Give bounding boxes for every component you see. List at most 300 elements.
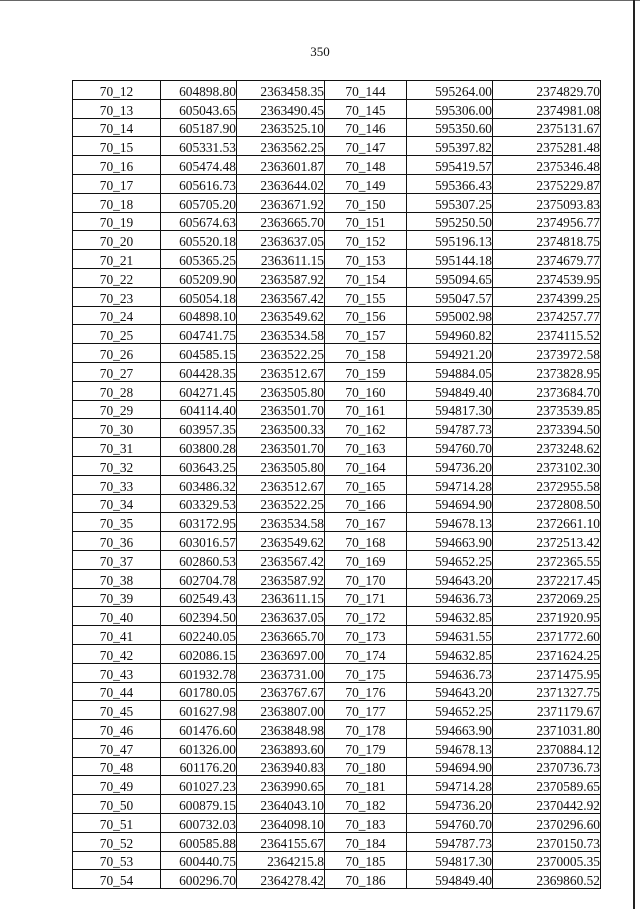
x-coord-left-cell: 600732.03 <box>161 814 237 833</box>
point-id-right-cell: 70_173 <box>325 626 407 645</box>
table-row <box>73 231 601 250</box>
x-coord-left-cell: 602086.15 <box>161 644 237 663</box>
point-id-right-cell: 70_154 <box>325 268 407 287</box>
point-id-right-cell: 70_184 <box>325 832 407 851</box>
x-coord-left-cell: 605365.25 <box>161 250 237 269</box>
x-coord-right-cell: 594678.13 <box>407 738 493 757</box>
y-coord-right-cell: 2370736.73 <box>493 757 601 776</box>
y-coord-right-cell: 2371327.75 <box>493 682 601 701</box>
table-row <box>73 419 601 438</box>
table-row <box>73 870 601 889</box>
table-row <box>73 306 601 325</box>
y-coord-right-cell: 2374399.25 <box>493 287 601 306</box>
table-row <box>73 381 601 400</box>
y-coord-left-cell: 2363490.45 <box>237 99 325 118</box>
x-coord-left-cell: 602394.50 <box>161 607 237 626</box>
table-row <box>73 701 601 720</box>
x-coord-right-cell: 595366.43 <box>407 174 493 193</box>
y-coord-left-cell: 2363522.25 <box>237 344 325 363</box>
x-coord-left-cell: 602549.43 <box>161 588 237 607</box>
y-coord-right-cell: 2371772.60 <box>493 626 601 645</box>
point-id-right-cell: 70_149 <box>325 174 407 193</box>
point-id-left-cell: 70_53 <box>73 851 161 870</box>
y-coord-left-cell: 2363665.70 <box>237 212 325 231</box>
table-row <box>73 832 601 851</box>
y-coord-left-cell: 2363512.67 <box>237 362 325 381</box>
y-coord-right-cell: 2373248.62 <box>493 438 601 457</box>
table-row <box>73 795 601 814</box>
table-row <box>73 494 601 513</box>
table-row <box>73 99 601 118</box>
y-coord-left-cell: 2363601.87 <box>237 156 325 175</box>
point-id-left-cell: 70_19 <box>73 212 161 231</box>
y-coord-left-cell: 2363567.42 <box>237 550 325 569</box>
point-id-right-cell: 70_145 <box>325 99 407 118</box>
table-row <box>73 776 601 795</box>
table-row <box>73 400 601 419</box>
y-coord-left-cell: 2363525.10 <box>237 118 325 137</box>
point-id-left-cell: 70_15 <box>73 137 161 156</box>
y-coord-left-cell: 2363731.00 <box>237 663 325 682</box>
y-coord-left-cell: 2363505.80 <box>237 381 325 400</box>
y-coord-left-cell: 2363893.60 <box>237 738 325 757</box>
x-coord-left-cell: 602240.05 <box>161 626 237 645</box>
x-coord-right-cell: 595306.00 <box>407 99 493 118</box>
table-row <box>73 268 601 287</box>
point-id-right-cell: 70_163 <box>325 438 407 457</box>
y-coord-left-cell: 2363549.62 <box>237 306 325 325</box>
point-id-right-cell: 70_164 <box>325 456 407 475</box>
point-id-left-cell: 70_36 <box>73 532 161 551</box>
y-coord-right-cell: 2374981.08 <box>493 99 601 118</box>
point-id-right-cell: 70_179 <box>325 738 407 757</box>
table-row <box>73 532 601 551</box>
x-coord-right-cell: 595307.25 <box>407 193 493 212</box>
y-coord-right-cell: 2374679.77 <box>493 250 601 269</box>
point-id-right-cell: 70_152 <box>325 231 407 250</box>
point-id-left-cell: 70_16 <box>73 156 161 175</box>
y-coord-right-cell: 2375093.83 <box>493 193 601 212</box>
x-coord-right-cell: 594817.30 <box>407 851 493 870</box>
point-id-left-cell: 70_38 <box>73 569 161 588</box>
table-row <box>73 607 601 626</box>
point-id-right-cell: 70_185 <box>325 851 407 870</box>
point-id-right-cell: 70_160 <box>325 381 407 400</box>
y-coord-right-cell: 2373102.30 <box>493 456 601 475</box>
x-coord-left-cell: 601932.78 <box>161 663 237 682</box>
point-id-left-cell: 70_34 <box>73 494 161 513</box>
x-coord-left-cell: 603643.25 <box>161 456 237 475</box>
x-coord-left-cell: 605705.20 <box>161 193 237 212</box>
point-id-left-cell: 70_48 <box>73 757 161 776</box>
table-row <box>73 250 601 269</box>
y-coord-right-cell: 2374818.75 <box>493 231 601 250</box>
x-coord-right-cell: 595002.98 <box>407 306 493 325</box>
table-body <box>73 81 601 889</box>
x-coord-left-cell: 601627.98 <box>161 701 237 720</box>
point-id-left-cell: 70_45 <box>73 701 161 720</box>
y-coord-right-cell: 2375346.48 <box>493 156 601 175</box>
coordinates-table <box>72 80 601 889</box>
y-coord-right-cell: 2370296.60 <box>493 814 601 833</box>
x-coord-right-cell: 594760.70 <box>407 438 493 457</box>
y-coord-left-cell: 2363587.92 <box>237 268 325 287</box>
y-coord-right-cell: 2370005.35 <box>493 851 601 870</box>
table-row <box>73 644 601 663</box>
x-coord-right-cell: 594652.25 <box>407 550 493 569</box>
point-id-right-cell: 70_157 <box>325 325 407 344</box>
table-row <box>73 682 601 701</box>
x-coord-left-cell: 605209.90 <box>161 268 237 287</box>
y-coord-left-cell: 2363534.58 <box>237 513 325 532</box>
point-id-left-cell: 70_28 <box>73 381 161 400</box>
point-id-left-cell: 70_30 <box>73 419 161 438</box>
point-id-left-cell: 70_42 <box>73 644 161 663</box>
table-row <box>73 550 601 569</box>
y-coord-left-cell: 2363567.42 <box>237 287 325 306</box>
x-coord-right-cell: 594643.20 <box>407 569 493 588</box>
y-coord-right-cell: 2374539.95 <box>493 268 601 287</box>
y-coord-right-cell: 2375281.48 <box>493 137 601 156</box>
table-row <box>73 81 601 100</box>
y-coord-left-cell: 2364098.10 <box>237 814 325 833</box>
x-coord-left-cell: 604585.15 <box>161 344 237 363</box>
point-id-left-cell: 70_31 <box>73 438 161 457</box>
y-coord-left-cell: 2363665.70 <box>237 626 325 645</box>
y-coord-left-cell: 2364278.42 <box>237 870 325 889</box>
x-coord-left-cell: 605043.65 <box>161 99 237 118</box>
x-coord-left-cell: 605331.53 <box>161 137 237 156</box>
y-coord-right-cell: 2375131.67 <box>493 118 601 137</box>
x-coord-left-cell: 604741.75 <box>161 325 237 344</box>
x-coord-right-cell: 594849.40 <box>407 870 493 889</box>
x-coord-left-cell: 602860.53 <box>161 550 237 569</box>
x-coord-left-cell: 601780.05 <box>161 682 237 701</box>
x-coord-right-cell: 594663.90 <box>407 720 493 739</box>
x-coord-left-cell: 605474.48 <box>161 156 237 175</box>
table-row <box>73 174 601 193</box>
point-id-right-cell: 70_146 <box>325 118 407 137</box>
y-coord-right-cell: 2371624.25 <box>493 644 601 663</box>
table-row <box>73 720 601 739</box>
y-coord-right-cell: 2370884.12 <box>493 738 601 757</box>
y-coord-right-cell: 2370150.73 <box>493 832 601 851</box>
y-coord-left-cell: 2363562.25 <box>237 137 325 156</box>
x-coord-right-cell: 594636.73 <box>407 663 493 682</box>
x-coord-left-cell: 601176.20 <box>161 757 237 776</box>
point-id-left-cell: 70_17 <box>73 174 161 193</box>
point-id-right-cell: 70_176 <box>325 682 407 701</box>
table-row <box>73 438 601 457</box>
y-coord-left-cell: 2363697.00 <box>237 644 325 663</box>
x-coord-left-cell: 603016.57 <box>161 532 237 551</box>
point-id-left-cell: 70_33 <box>73 475 161 494</box>
point-id-right-cell: 70_162 <box>325 419 407 438</box>
x-coord-left-cell: 601326.00 <box>161 738 237 757</box>
table-row <box>73 814 601 833</box>
table-row <box>73 137 601 156</box>
y-coord-left-cell: 2363644.02 <box>237 174 325 193</box>
x-coord-left-cell: 600585.88 <box>161 832 237 851</box>
y-coord-left-cell: 2363549.62 <box>237 532 325 551</box>
x-coord-left-cell: 603172.95 <box>161 513 237 532</box>
x-coord-left-cell: 604114.40 <box>161 400 237 419</box>
point-id-left-cell: 70_21 <box>73 250 161 269</box>
x-coord-right-cell: 595094.65 <box>407 268 493 287</box>
y-coord-right-cell: 2371031.80 <box>493 720 601 739</box>
y-coord-right-cell: 2372808.50 <box>493 494 601 513</box>
point-id-left-cell: 70_43 <box>73 663 161 682</box>
x-coord-right-cell: 595264.00 <box>407 81 493 100</box>
x-coord-right-cell: 595144.18 <box>407 250 493 269</box>
point-id-right-cell: 70_169 <box>325 550 407 569</box>
point-id-right-cell: 70_144 <box>325 81 407 100</box>
table-row <box>73 757 601 776</box>
point-id-left-cell: 70_18 <box>73 193 161 212</box>
point-id-left-cell: 70_13 <box>73 99 161 118</box>
table-row <box>73 588 601 607</box>
x-coord-right-cell: 595419.57 <box>407 156 493 175</box>
y-coord-right-cell: 2370442.92 <box>493 795 601 814</box>
x-coord-left-cell: 605054.18 <box>161 287 237 306</box>
point-id-right-cell: 70_165 <box>325 475 407 494</box>
y-coord-left-cell: 2363611.15 <box>237 250 325 269</box>
x-coord-right-cell: 594736.20 <box>407 456 493 475</box>
y-coord-left-cell: 2363807.00 <box>237 701 325 720</box>
y-coord-right-cell: 2375229.87 <box>493 174 601 193</box>
x-coord-right-cell: 595250.50 <box>407 212 493 231</box>
point-id-right-cell: 70_181 <box>325 776 407 795</box>
x-coord-right-cell: 594694.90 <box>407 757 493 776</box>
point-id-right-cell: 70_175 <box>325 663 407 682</box>
y-coord-right-cell: 2372661.10 <box>493 513 601 532</box>
x-coord-left-cell: 601027.23 <box>161 776 237 795</box>
x-coord-left-cell: 605674.63 <box>161 212 237 231</box>
point-id-left-cell: 70_32 <box>73 456 161 475</box>
x-coord-left-cell: 605187.90 <box>161 118 237 137</box>
y-coord-left-cell: 2363587.92 <box>237 569 325 588</box>
y-coord-right-cell: 2372365.55 <box>493 550 601 569</box>
x-coord-left-cell: 603486.32 <box>161 475 237 494</box>
point-id-right-cell: 70_182 <box>325 795 407 814</box>
page-edge-right <box>633 0 635 909</box>
point-id-left-cell: 70_37 <box>73 550 161 569</box>
point-id-right-cell: 70_171 <box>325 588 407 607</box>
x-coord-right-cell: 594714.28 <box>407 776 493 795</box>
point-id-right-cell: 70_178 <box>325 720 407 739</box>
y-coord-left-cell: 2363611.15 <box>237 588 325 607</box>
x-coord-right-cell: 595047.57 <box>407 287 493 306</box>
point-id-left-cell: 70_49 <box>73 776 161 795</box>
y-coord-right-cell: 2373684.70 <box>493 381 601 400</box>
x-coord-left-cell: 600440.75 <box>161 851 237 870</box>
y-coord-left-cell: 2363534.58 <box>237 325 325 344</box>
point-id-right-cell: 70_180 <box>325 757 407 776</box>
x-coord-left-cell: 603800.28 <box>161 438 237 457</box>
page-number: 350 <box>310 44 330 59</box>
point-id-right-cell: 70_156 <box>325 306 407 325</box>
y-coord-left-cell: 2363671.92 <box>237 193 325 212</box>
y-coord-right-cell: 2370589.65 <box>493 776 601 795</box>
y-coord-left-cell: 2363940.83 <box>237 757 325 776</box>
x-coord-right-cell: 594849.40 <box>407 381 493 400</box>
point-id-left-cell: 70_29 <box>73 400 161 419</box>
y-coord-left-cell: 2363637.05 <box>237 607 325 626</box>
y-coord-right-cell: 2372955.58 <box>493 475 601 494</box>
point-id-right-cell: 70_155 <box>325 287 407 306</box>
point-id-left-cell: 70_51 <box>73 814 161 833</box>
table-row <box>73 456 601 475</box>
point-id-left-cell: 70_24 <box>73 306 161 325</box>
point-id-right-cell: 70_172 <box>325 607 407 626</box>
point-id-right-cell: 70_177 <box>325 701 407 720</box>
y-coord-right-cell: 2374257.77 <box>493 306 601 325</box>
x-coord-right-cell: 594714.28 <box>407 475 493 494</box>
y-coord-right-cell: 2373972.58 <box>493 344 601 363</box>
table-row <box>73 287 601 306</box>
x-coord-left-cell: 600879.15 <box>161 795 237 814</box>
point-id-left-cell: 70_44 <box>73 682 161 701</box>
point-id-right-cell: 70_167 <box>325 513 407 532</box>
point-id-right-cell: 70_161 <box>325 400 407 419</box>
table-row <box>73 118 601 137</box>
x-coord-left-cell: 604428.35 <box>161 362 237 381</box>
table-row <box>73 738 601 757</box>
point-id-left-cell: 70_39 <box>73 588 161 607</box>
y-coord-left-cell: 2363500.33 <box>237 419 325 438</box>
table-row <box>73 193 601 212</box>
y-coord-right-cell: 2369860.52 <box>493 870 601 889</box>
x-coord-left-cell: 605520.18 <box>161 231 237 250</box>
x-coord-left-cell: 601476.60 <box>161 720 237 739</box>
x-coord-left-cell: 603957.35 <box>161 419 237 438</box>
x-coord-right-cell: 595196.13 <box>407 231 493 250</box>
point-id-right-cell: 70_183 <box>325 814 407 833</box>
x-coord-left-cell: 602704.78 <box>161 569 237 588</box>
x-coord-right-cell: 594736.20 <box>407 795 493 814</box>
y-coord-right-cell: 2371179.67 <box>493 701 601 720</box>
x-coord-left-cell: 605616.73 <box>161 174 237 193</box>
point-id-right-cell: 70_158 <box>325 344 407 363</box>
y-coord-left-cell: 2363522.25 <box>237 494 325 513</box>
point-id-right-cell: 70_166 <box>325 494 407 513</box>
y-coord-right-cell: 2373828.95 <box>493 362 601 381</box>
point-id-left-cell: 70_41 <box>73 626 161 645</box>
point-id-right-cell: 70_186 <box>325 870 407 889</box>
table-row <box>73 362 601 381</box>
point-id-right-cell: 70_151 <box>325 212 407 231</box>
point-id-left-cell: 70_47 <box>73 738 161 757</box>
y-coord-right-cell: 2371475.95 <box>493 663 601 682</box>
table-row <box>73 513 601 532</box>
x-coord-right-cell: 594652.25 <box>407 701 493 720</box>
x-coord-left-cell: 603329.53 <box>161 494 237 513</box>
table-row <box>73 663 601 682</box>
point-id-left-cell: 70_26 <box>73 344 161 363</box>
y-coord-left-cell: 2363767.67 <box>237 682 325 701</box>
y-coord-right-cell: 2374956.77 <box>493 212 601 231</box>
table-row <box>73 569 601 588</box>
point-id-left-cell: 70_23 <box>73 287 161 306</box>
x-coord-right-cell: 594760.70 <box>407 814 493 833</box>
y-coord-right-cell: 2372069.25 <box>493 588 601 607</box>
table-row <box>73 212 601 231</box>
table-row <box>73 325 601 344</box>
y-coord-right-cell: 2371920.95 <box>493 607 601 626</box>
x-coord-right-cell: 594960.82 <box>407 325 493 344</box>
point-id-left-cell: 70_54 <box>73 870 161 889</box>
point-id-right-cell: 70_150 <box>325 193 407 212</box>
table-row <box>73 851 601 870</box>
x-coord-right-cell: 594636.73 <box>407 588 493 607</box>
y-coord-right-cell: 2372513.42 <box>493 532 601 551</box>
x-coord-right-cell: 594694.90 <box>407 494 493 513</box>
x-coord-right-cell: 594632.85 <box>407 644 493 663</box>
y-coord-left-cell: 2363458.35 <box>237 81 325 100</box>
point-id-left-cell: 70_20 <box>73 231 161 250</box>
table-row <box>73 156 601 175</box>
y-coord-left-cell: 2363501.70 <box>237 438 325 457</box>
point-id-right-cell: 70_159 <box>325 362 407 381</box>
point-id-left-cell: 70_12 <box>73 81 161 100</box>
point-id-left-cell: 70_46 <box>73 720 161 739</box>
x-coord-left-cell: 600296.70 <box>161 870 237 889</box>
point-id-left-cell: 70_50 <box>73 795 161 814</box>
y-coord-left-cell: 2363848.98 <box>237 720 325 739</box>
x-coord-left-cell: 604898.10 <box>161 306 237 325</box>
point-id-left-cell: 70_40 <box>73 607 161 626</box>
y-coord-right-cell: 2373394.50 <box>493 419 601 438</box>
page-edge-top <box>0 0 640 1</box>
point-id-right-cell: 70_168 <box>325 532 407 551</box>
y-coord-left-cell: 2363512.67 <box>237 475 325 494</box>
y-coord-left-cell: 2363501.70 <box>237 400 325 419</box>
x-coord-right-cell: 594631.55 <box>407 626 493 645</box>
x-coord-right-cell: 595397.82 <box>407 137 493 156</box>
point-id-right-cell: 70_170 <box>325 569 407 588</box>
table-row <box>73 626 601 645</box>
x-coord-right-cell: 594632.85 <box>407 607 493 626</box>
y-coord-left-cell: 2364215.8 <box>237 851 325 870</box>
y-coord-right-cell: 2374829.70 <box>493 81 601 100</box>
point-id-left-cell: 70_52 <box>73 832 161 851</box>
y-coord-left-cell: 2363990.65 <box>237 776 325 795</box>
point-id-right-cell: 70_174 <box>325 644 407 663</box>
x-coord-right-cell: 594787.73 <box>407 832 493 851</box>
x-coord-right-cell: 594884.05 <box>407 362 493 381</box>
y-coord-left-cell: 2363637.05 <box>237 231 325 250</box>
y-coord-right-cell: 2374115.52 <box>493 325 601 344</box>
point-id-left-cell: 70_25 <box>73 325 161 344</box>
x-coord-right-cell: 594678.13 <box>407 513 493 532</box>
point-id-left-cell: 70_14 <box>73 118 161 137</box>
x-coord-left-cell: 604898.80 <box>161 81 237 100</box>
x-coord-right-cell: 594663.90 <box>407 532 493 551</box>
y-coord-left-cell: 2363505.80 <box>237 456 325 475</box>
y-coord-right-cell: 2373539.85 <box>493 400 601 419</box>
point-id-left-cell: 70_27 <box>73 362 161 381</box>
point-id-left-cell: 70_35 <box>73 513 161 532</box>
y-coord-left-cell: 2364043.10 <box>237 795 325 814</box>
x-coord-right-cell: 594921.20 <box>407 344 493 363</box>
y-coord-left-cell: 2364155.67 <box>237 832 325 851</box>
x-coord-right-cell: 594787.73 <box>407 419 493 438</box>
point-id-right-cell: 70_148 <box>325 156 407 175</box>
x-coord-left-cell: 604271.45 <box>161 381 237 400</box>
y-coord-right-cell: 2372217.45 <box>493 569 601 588</box>
point-id-right-cell: 70_147 <box>325 137 407 156</box>
table-row <box>73 344 601 363</box>
